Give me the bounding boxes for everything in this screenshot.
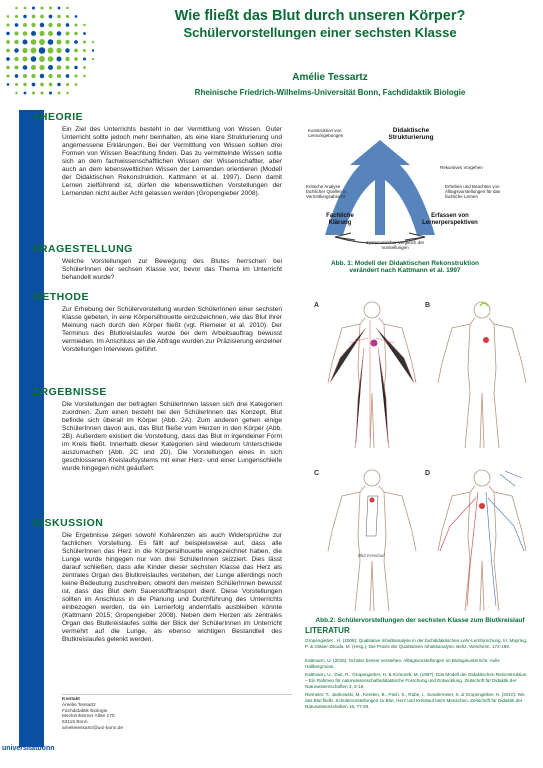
logo-dot (49, 15, 53, 19)
contact-block (62, 697, 182, 732)
logo-dot (31, 65, 36, 70)
logo-dot (31, 56, 37, 62)
logo-dot (48, 65, 53, 70)
logo-dot (83, 49, 86, 52)
logo-dot (31, 39, 37, 45)
logo-dot (31, 31, 36, 36)
logo-dot (40, 15, 44, 19)
logo-dot (15, 92, 18, 95)
author-name: Amélie Tessartz (292, 72, 368, 83)
logo-dot (57, 83, 60, 86)
logo-dot (24, 92, 27, 95)
fig1-bottom: Systematischer Vergleich der Vorstellungen (365, 240, 425, 250)
logo-dot (32, 83, 36, 87)
logo-dot (48, 74, 52, 78)
logo-dot (32, 6, 35, 9)
logo-dot (74, 49, 78, 53)
section-fragestellung-body: Welche Vorstellungen zur Bewegung des Blutes herrschen bei SchülerInnen der sechsen Klasse vor, bevor das Thema im Unterricht behandelt wurde? (62, 258, 282, 281)
logo-dot (24, 7, 27, 10)
logo-dot (92, 41, 94, 43)
logo-dot (74, 23, 77, 26)
logo-dot (6, 40, 10, 44)
logo-dot (31, 74, 35, 78)
literatur-head: LITERATUR (305, 626, 350, 635)
logo-dot (39, 56, 45, 62)
logo-dot (65, 65, 69, 69)
logo-dot (23, 65, 28, 70)
contact-line: Fachdidaktik Biologie (62, 708, 108, 714)
logo-dot (14, 57, 18, 61)
logo-dot (23, 23, 27, 27)
logo-dot (65, 40, 69, 44)
body-silhouette-b (430, 298, 535, 458)
literatur-item: Gropengieber , H. (2008): Qualitative Inhaltsanalyse in der fachdidaktischen Lehr-Lernforschung. In: Mayring, P. & Gläser-Zikuda, M. (Hrsg.): Die Praxis der Qualitativen Inhaltsanalyse. Beltz, Weinheim, 172-189. (305, 638, 528, 649)
logo-dot (49, 91, 52, 94)
logo-dot (23, 15, 26, 18)
section-diskussion-body: Die Ergebnisse zeigen sowohl Kohärenzen als auch Widersprüche zur fachlichen Vorstellung. Es fällt auf beispielsweise auf, dass alle SchülerInnen das Herz in die Körpersilhouette eingezeichnet haben, die Lunge wurde hingegen nur von drei SchülerInnen skizziert. Dies lässt darauf schließen, dass alle Kinder dieser sechsten Klasse das Herz als zentrales Organ des Blutkreislaufes verstehen, der Lunge allerdings noch keine Bedeutung zuschreiben, obwohl den meisten SchülerInnen bewusst ist, dass das Blut dem Sauerstofftransport dient. Diese Vorstellungen sollten im Anschluss in die Planung und Durchführung des Unterrichts einbezogen werden, da ein Lernerfolg andernfalls ausbleiben könnte (Kattmann 2015; Gropengieber 2008). Neben dem Herzen als zentrales Organ des Blutkreislaufes sollte der Blick der SchülerInnen im Unterricht vermehrt auf die Lunge, als ebenso wichtigen Bestandteil des Blutkreislaufes gelenkt werden. (62, 532, 282, 643)
logo-dot (39, 65, 44, 70)
logo-dot (56, 39, 61, 44)
logo-dot (92, 49, 94, 51)
logo-dot (56, 48, 61, 53)
logo-dot (39, 39, 45, 45)
side-bar (19, 110, 44, 738)
fig1-top-label: Didaktische Strukturierung (388, 127, 434, 141)
logo-dot (40, 74, 45, 79)
panel-label-c: C (314, 470, 320, 477)
logo-dot (6, 74, 9, 77)
logo-dot (32, 91, 35, 94)
logo-dot (39, 31, 44, 36)
logo-dot (14, 40, 18, 44)
logo-dot (65, 31, 69, 35)
logo-dot (22, 48, 27, 53)
logo-dot (74, 57, 78, 61)
logo-dot (74, 40, 78, 44)
logo-dot (66, 7, 69, 10)
logo-dot (23, 31, 28, 36)
logo-dot (56, 56, 61, 61)
logo-dot (57, 65, 62, 70)
contact-line: Amélie Tessartz (62, 702, 96, 708)
logo-dot (15, 15, 18, 18)
logo-dot (32, 15, 36, 19)
logo-dot (74, 32, 77, 35)
section-methode-head: METHODE (33, 291, 89, 303)
body-silhouette-c (320, 466, 425, 616)
uni-logo-text: universitätbonn (2, 745, 55, 752)
fig1-left-mid: Kritische Analyse fachlicher Quellen in Vermittlungsabsicht (306, 184, 347, 199)
logo-dot (40, 6, 43, 9)
logo-dot (40, 83, 44, 87)
contact-line: Meckenheimer Allee 170 (62, 714, 115, 720)
literatur-item: Riemeier, T., Jankowski, M., Kersten, B., Pach, S., Rabe, I., Sundermeier, S. & Gropengieber, H. (2010): Wo das Blut fließt. Schülervorstellungen zu Blut, Herz und Kreislauf beim Menschen. Zeitschrift für Didaktik der Naturwissenschaften 16, 77-93. (305, 692, 525, 709)
logo-dot (31, 48, 37, 54)
logo-dot (6, 23, 9, 26)
logo-dot (15, 83, 18, 86)
logo-dot (83, 66, 86, 69)
logo-dot (57, 23, 61, 27)
section-theorie-head: THEORIE (33, 111, 84, 123)
fig1-left-top: Konstruktion von Lernumgebungen (308, 128, 344, 138)
logo-dot (75, 15, 78, 18)
fig1-right-low: Erheben und Beachten von Alltagsvorstellungen für das fachliche Lernen (445, 184, 501, 199)
logo-dot (15, 74, 19, 78)
logo-dot (48, 39, 54, 45)
fig1-bottom-left: Fachliche Klärung (326, 213, 354, 226)
logo-dot (22, 39, 27, 44)
body-silhouette-a (320, 298, 425, 458)
logo-dot (92, 58, 94, 60)
logo-dot (15, 7, 18, 10)
logo-dot (14, 31, 18, 35)
panel-label-d: D (425, 470, 431, 477)
logo-dot (83, 40, 86, 43)
logo-dot (22, 56, 27, 61)
logo-dots (0, 0, 110, 110)
logo-dot (49, 6, 52, 9)
logo-dot (23, 74, 27, 78)
panel-label-b: B (425, 302, 431, 309)
logo-dot (65, 48, 70, 53)
logo-dot (23, 83, 26, 86)
logo-dot (31, 23, 35, 27)
panel-c-annotation: Blut Kreislauf (358, 553, 385, 558)
poster-title-block (110, 8, 530, 41)
divider (62, 694, 292, 695)
logo-dot (14, 48, 19, 53)
fig2-caption: Abb.2: Schülervorstellungen der sechsten Klasse zum Blutkreislauf (315, 617, 525, 624)
logo-dot (7, 83, 10, 86)
uni-logo-box (19, 707, 44, 747)
logo-dot (48, 23, 52, 27)
contact-line: 53115 Bonn (62, 720, 88, 726)
section-fragestellung-head: FRAGESTELLUNG (33, 243, 133, 255)
logo-dot (39, 47, 46, 54)
logo-dot (65, 57, 69, 61)
contact-label: Kontakt (62, 697, 80, 702)
logo-dot (40, 23, 45, 28)
logo-dot (66, 92, 69, 95)
section-ergebnisse-head: ERGEBNISSE (33, 386, 107, 398)
fig1-right-mid: Rekursives Vorgehen (440, 165, 483, 170)
logo-dot (40, 91, 43, 94)
fig1-caption: Abb. 1: Modell der Didaktischen Rekonstruktion verändert nach Kattmann et al. 1997 (330, 260, 480, 274)
literatur-item: Kattmann, U. (2015): Schüler besser verstehen. Alltagsvorstellungen im Biologieunterricht. Aulis Hallbergmoos. (305, 658, 500, 669)
logo-dot (66, 74, 70, 78)
logo-dot (49, 83, 53, 87)
section-ergebnisse-body: Die Vorstellungen der befragten SchülerInnen lassen sich drei Kategorien zuordnen. Zum einen besteht bei den SchülerInnen das Konzept, Blut befinde sich überall im Körper (Abb. 2A). Zum anderen gehen einige SchülerInnen davon aus, das Blut fließe vom Herzen in den Körper (Abb. 2B). Außerdem existiert die Vorstellung, dass das Blut in irgendeiner Form im Kreis fließt. Innerhalb dieser Kategorien sind wiederum Unterschiede auszumachen (Abb. 2C und 2D). Die Vorstellungen eines in sich geschlossenen Kreislaufsystems mit einer Herz- und einer Lungenschleife wurde hingegen nicht geäußert. (62, 401, 282, 472)
logo-dot (66, 15, 69, 18)
logo-dot (57, 31, 62, 36)
logo-dot (7, 15, 10, 18)
body-silhouette-d (430, 466, 535, 616)
logo-dot (58, 7, 61, 10)
logo-dot (48, 31, 53, 36)
logo-dot (15, 23, 19, 27)
logo-dot (48, 56, 54, 62)
logo-dot (6, 66, 9, 69)
poster-title: Wie fließt das Blut durch unseren Körper? (174, 8, 466, 24)
panel-label-a: A (314, 302, 320, 309)
fig1-bottom-right: Erfassen von Lernerperspektiven (422, 213, 478, 226)
logo-dot (6, 57, 10, 61)
logo-dot (83, 57, 86, 60)
logo-dot (74, 74, 77, 77)
logo-dot (6, 49, 10, 53)
logo-dot (48, 48, 54, 54)
literatur-item: Kattmann, U., Duit, R., Gropengieber, H. & Komorek, M. (1997): Das Modell der Didaktischen Rekonstruktion – Ein Rahmen für naturwissenschaftsdidaktische Forschung und Entwicklung. Zeitschrift für Didaktik der Naturwissenschaften 3, 3-18. (305, 672, 527, 689)
logo-dot (14, 65, 18, 69)
logo-dot (58, 92, 61, 95)
logo-dot (57, 15, 60, 18)
poster-subtitle: Schülervorstellungen einer sechsten Klasse (183, 25, 457, 40)
institution: Rheinische Friedrich-Wilhelms-Universität Bonn, Fachdidaktik Biologie (194, 88, 466, 97)
logo-dot (66, 23, 70, 27)
logo-dot (74, 66, 77, 69)
author-block (150, 72, 510, 97)
logo-dot (66, 83, 69, 86)
section-theorie-body: Ein Ziel des Unterrichts besteht in der Vermittlung von Wissen. Guter Unterricht sollte jedoch mehr beinhalten, als eine klare Strukturierung und angemessene Erklärungen. Bei der Vermittlung von Wissen sollten drei Formen von Wissen Beachtung finden. Das zu vermittelnde Wissen sollte sich an dem fachwissenschaftlichen Wissen der Wissenschaftler, aber auch an dem lebensweltlichen Wissen der Lernenden orientieren (Modell der Didaktischen Rekonstruktion, Kattmann et al. 1997). Denn damit Lernen zielführend ist, dürfen die lebensweltlichen Vorstellungen der Lernenden nicht außer Acht gelassen werden (Gropengieber 2008). (62, 126, 282, 197)
section-diskussion-head: DISKUSSION (33, 517, 104, 529)
logo-dot (83, 32, 86, 35)
logo-dot (83, 75, 86, 78)
contact-line: amelietessartz@uni-bonn.de (62, 725, 124, 731)
logo-dot (83, 24, 86, 27)
section-methode-body: Zur Erhebung der Schülervorstellung wurden SchülerInnen einer sechsten Klasse gebeten, in eine Körpersilhouette einzuzeichnen, wie das Blut ihrer Meinung nach durch den Körper fließt (vgl. Riemeier et al. 2010). Der Terminus des Blutkreislaufes wurde bei dem Arbeitsauftrag bewusst vermieden. Im Anschluss an die Abfrage wurden zur Präzisierung einzelner Vorstellungen Interviews geführt. (62, 306, 282, 353)
logo-dot (57, 74, 61, 78)
logo-dot (75, 83, 78, 86)
logo-dot (6, 32, 9, 35)
